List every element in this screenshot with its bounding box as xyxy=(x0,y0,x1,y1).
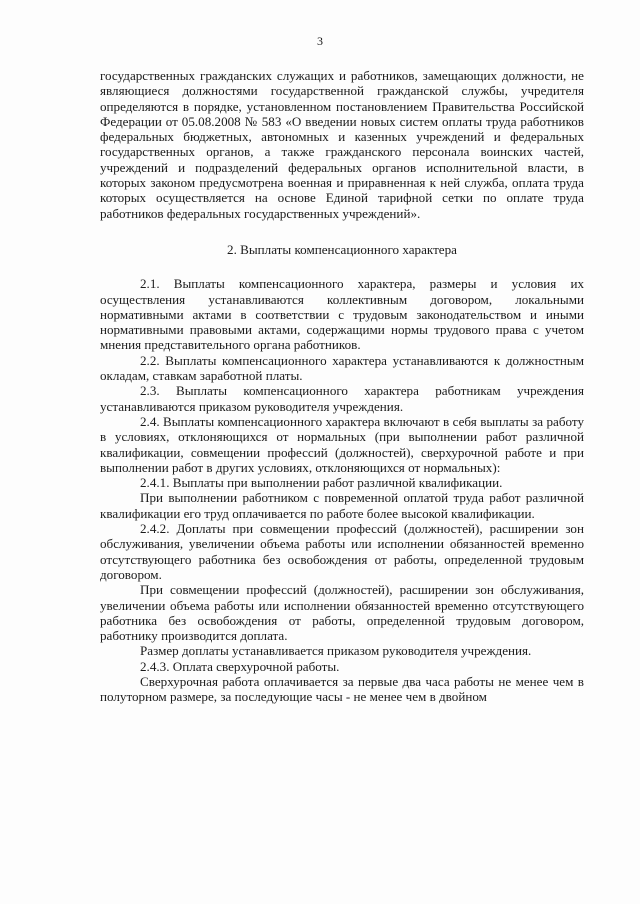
paragraph-2-4-2: 2.4.2. Доплаты при совмещении профессий (должностей), расширении зон обслуживания, увеличении объема работы или исполнении обязанностей временно отсутствующего работника без освобождения от работы, определенной трудовым договором. xyxy=(100,521,584,582)
paragraph-2-4-3: 2.4.3. Оплата сверхурочной работы. xyxy=(140,658,340,674)
paragraph-2-4-2-text: При совмещении профессий (должностей), расширении зон обслуживания, увеличении объема работы или исполнении обязанностей временно отсутствующего работника без освобождения от работы, определенной трудовым договором, работнику производится доплата. xyxy=(100,582,584,644)
paragraph-2-2: 2.2. Выплаты компенсационного характера устанавливаются к должностным окладам, ставкам заработной платы. xyxy=(100,352,584,384)
paragraph-2-3: 2.3. Выплаты компенсационного характера работникам учреждения устанавливаются приказом руководителя учреждения. xyxy=(100,383,584,414)
paragraph-2-1: 2.1. Выплаты компенсационного характера, размеры и условия их осуществления устанавливаются коллективным договором, локальными нормативными актами в соответствии с трудовым законодательством и иными нормативными правовыми актами, содержащими нормы трудового права с учетом мнения представительного органа работников. xyxy=(100,276,584,353)
paragraph-2-4-1-text: При выполнении работником с повременной оплатой труда работ различной квалификации его труд оплачивается по работе более высокой квалификации. xyxy=(100,490,584,521)
paragraph-2-4: 2.4. Выплаты компенсационного характера включают в себя выплаты за работу в условиях, отклоняющихся от нормальных (при выполнении работ различной квалификации, совмещении профессий (должностей), сверхурочной работе и при выполнении работ в других условиях, отклоняющихся от нормальных): xyxy=(100,413,584,475)
page-number: 3 xyxy=(317,34,323,48)
document-body xyxy=(100,68,584,705)
section-heading: 2. Выплаты компенсационного характера xyxy=(227,241,457,257)
paragraph-2-4-1: 2.4.1. Выплаты при выполнении работ различной квалификации. xyxy=(140,475,503,491)
paragraph-2-4-3-text: Сверхурочная работа оплачивается за первые два часа работы не менее чем в полуторном размере, за последующие часы - не менее чем в двойном xyxy=(100,673,584,705)
intro-paragraph: государственных гражданских служащих и работников, замещающих должности, не являющиеся должностями государственной гражданской службы, учредителя определяются в порядке, установленном постановлением Правительства Российской Федерации от 05.08.2008 № 583 «О введении новых систем оплаты труда работников федеральных бюджетных, автономных и казенных учреждений и федеральных государственных органов, а также гражданского персонала воинских частей, учреждений и подразделений федеральных органов исполнительной власти, в которых законом предусмотрена военная и приравненная к ней служба, оплата труда которых осуществляется на основе Единой тарифной сетки по оплате труда работников федеральных государственных учреждений». xyxy=(100,68,584,221)
paragraph-2-4-2-amount: Размер доплаты устанавливается приказом руководителя учреждения. xyxy=(140,643,532,659)
